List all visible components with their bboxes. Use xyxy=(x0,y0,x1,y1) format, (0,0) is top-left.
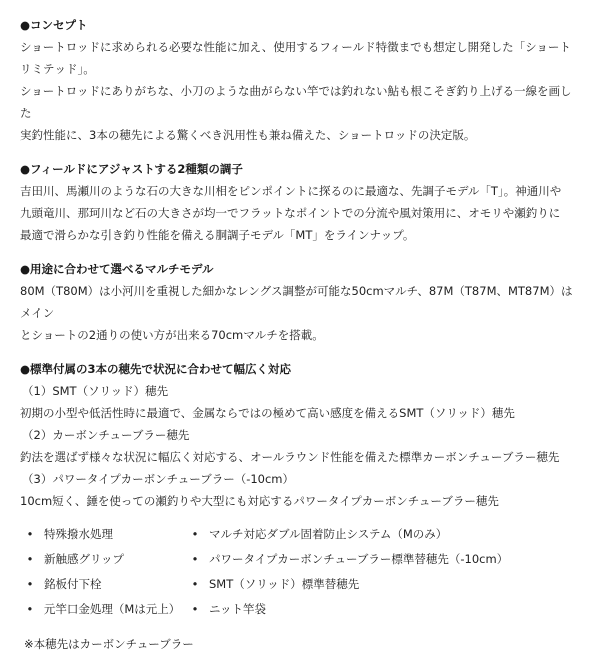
bullet-icon: • xyxy=(26,577,34,591)
tip-title: （2）カーボンチューブラー穂先 xyxy=(22,428,190,442)
feature-label: ニット竿袋 xyxy=(209,602,267,616)
section-gap xyxy=(20,148,580,158)
feature-item xyxy=(189,547,580,571)
bullet-icon: • xyxy=(26,602,34,616)
field-paragraph xyxy=(20,180,580,246)
bullet-icon: • xyxy=(191,527,199,541)
multi-heading: ●用途に合わせて選べるマルチモデル xyxy=(20,262,214,276)
concept-line: ショートロッドにありがちな、小刀のような曲がらない竿では釣れない鮎も根こそぎ釣り上げる一線を画した xyxy=(20,84,572,120)
bullet-icon: • xyxy=(191,552,199,566)
feature-label: SMT（ソリッド）標準替穂先 xyxy=(209,577,360,591)
feature-item xyxy=(24,597,179,621)
field-line: 吉田川、馬瀬川のような石の大きな川相をピンポイントに探るのに最適な、先調子モデル「T」。神通川や xyxy=(20,184,562,198)
feature-item xyxy=(189,572,580,596)
feature-label: マルチ対応ダブル固着防止システム（Mのみ） xyxy=(209,527,448,541)
concept-line: リミテッド」。 xyxy=(20,62,95,76)
concept-line: 実釣性能に、3本の穂先による驚くべき汎用性も兼ね備えた、ショートロッドの決定版。 xyxy=(20,128,476,142)
feature-item xyxy=(24,572,179,596)
tip-title: （3）パワータイプカーボンチューブラー（-10cm） xyxy=(22,472,295,486)
field-heading: ●フィールドにアジャストする2種類の調子 xyxy=(20,162,243,176)
field-line: 最適で滑らかな引き釣り性能を備える胴調子モデル「MT」をラインナップ。 xyxy=(20,228,415,242)
bullet-icon: • xyxy=(191,577,199,591)
multi-line: 80M（T80M）は小河川を重視した細かなレングス調整が可能な50cmマルチ、87M（T87M、MT87M）はメイン xyxy=(20,284,573,320)
feature-item xyxy=(189,597,580,621)
tip-description: 10cm短く、錘を使っての瀬釣りや大型にも対応するパワータイプカーボンチューブラー穂先 xyxy=(20,494,499,508)
bullet-icon: • xyxy=(26,552,34,566)
field-line: 九頭竜川、那珂川など石の大きさが均一でフラットなポイントでの分流や風対策用に、オモリや瀬釣りに xyxy=(20,206,561,220)
tip-description: 釣法を選ばず様々な状況に幅広く対応する、オールラウンド性能を備えた標準カーボンチューブラー穂先 xyxy=(20,450,560,464)
feature-label: 銘板付下栓 xyxy=(44,577,102,591)
concept-line: ショートロッドに求められる必要な性能に加え、使用するフィールド特徴までも想定し開発した「ショート xyxy=(20,40,571,54)
feature-label: 元竿口金処理（Mは元上） xyxy=(43,602,181,616)
concept-paragraph xyxy=(20,36,580,146)
section-gap xyxy=(20,348,580,358)
feature-label: 特殊撥水処理 xyxy=(44,527,113,541)
bullet-icon: • xyxy=(191,602,199,616)
feature-label: 新触感グリップ xyxy=(44,552,125,566)
feature-label: パワータイプカーボンチューブラー標準替穂先（-10cm） xyxy=(209,552,509,566)
multi-line: とショートの2通りの使い方が出来る70cmマルチを搭載。 xyxy=(20,328,324,342)
tip-title: （1）SMT（ソリッド）穂先 xyxy=(22,384,169,398)
footnote: ※本穂先はカーボンチューブラー xyxy=(24,637,194,651)
tips-heading: ●標準付属の3本の穂先で状況に合わせて幅広く対応 xyxy=(20,362,292,376)
bullet-icon: • xyxy=(26,527,34,541)
feature-list xyxy=(20,522,580,621)
feature-item xyxy=(24,547,179,571)
multi-paragraph xyxy=(20,280,580,346)
feature-item xyxy=(189,522,580,546)
tip-description: 初期の小型や低活性時に最適で、金属ならではの極めて高い感度を備えるSMT（ソリッド）穂先 xyxy=(20,406,515,420)
feature-item xyxy=(24,522,179,546)
section-gap xyxy=(20,248,580,258)
tips-list xyxy=(20,380,580,512)
concept-heading: ●コンセプト xyxy=(20,18,88,32)
